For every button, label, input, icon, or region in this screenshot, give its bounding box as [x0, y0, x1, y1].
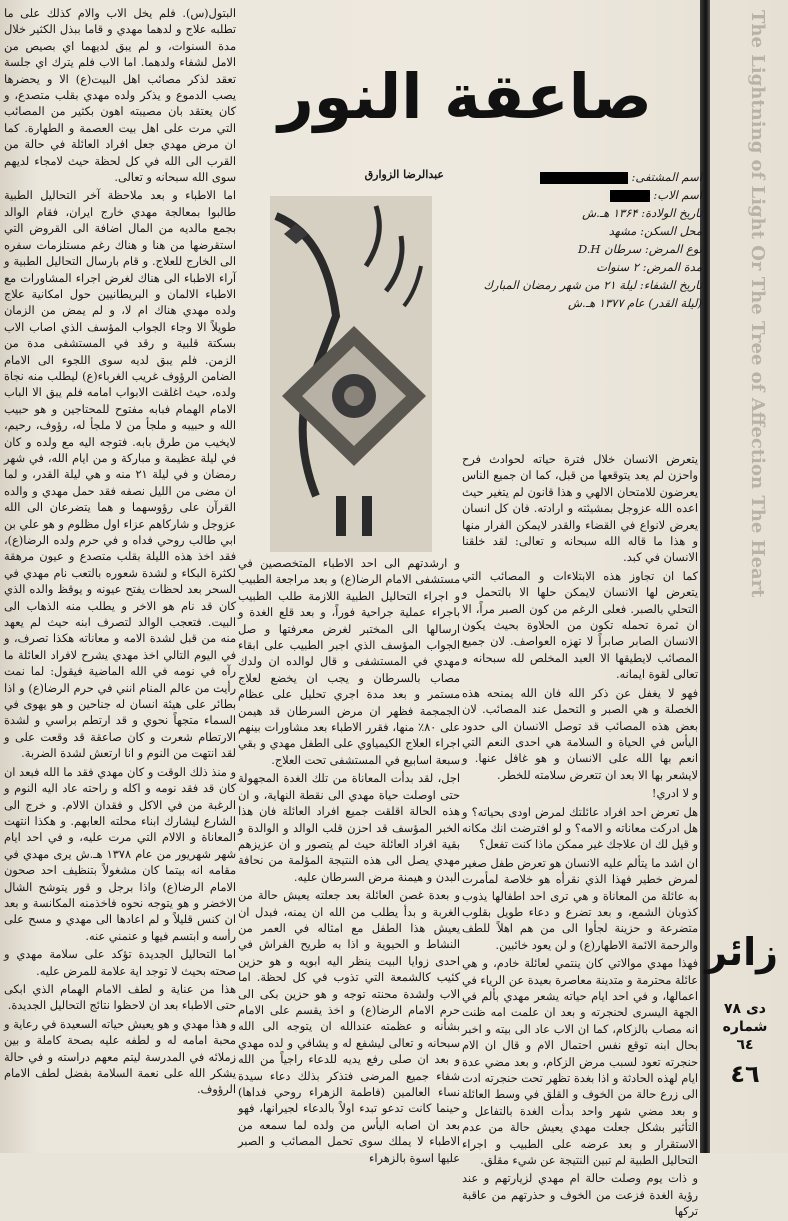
- info-cure-date: تاريخ الشفاء: ليلة ۲۱ من شهر رمضان المبارك: [483, 278, 702, 292]
- info-name-row: [456, 168, 702, 186]
- magazine-brand: زائر: [705, 930, 778, 974]
- paragraph: يتعرض الانسان خلال فترة حياته لحوادث فرح واحزن لم يعد يتوقعها من قبل، كما ان جميع الناس يعرضون للامتحان الالهي و هذا قانون لم يتغير حيث اعده الله عزوجل بمشيئته و ارادته. فان كل انسان يعرض لانواع في القضاء والقدر لايمكن الفرار منها و هذا ما قاله الله سبحانه و تعالى: لقد خلقنا الانسان في كبد.: [462, 453, 698, 565]
- article-author: عبدالرضا الزوارق: [364, 168, 444, 181]
- paragraph: ان اشد ما يتألم عليه الانسان هو تعرض طفل صغير لمرض خطير فهذا الذي نقرأه هو خلاصة لمأمرت به عائلة من المعاناة و هي ترى احد اطفالها يذوب كذوبان الشمع، و بعد تضرع و دعاء طويل بقلوب متضرعة و حزينة لجأوا الى من هم اهلاً للطف والرحمة الائمة الاطهار(ع) و لن يعود خائبين.: [462, 856, 698, 952]
- info-birth: تاریخ الولادة: ۱۳۶۴ هـ.ش: [582, 206, 702, 220]
- issue-month: دی ۷۸: [724, 1001, 766, 1017]
- info-father-row: [456, 186, 702, 204]
- bleed-through-text: The Lightning of Light Or The Tree of Affection The Heart: [747, 10, 768, 598]
- paragraph: فهو لا يغفل عن ذكر الله فان الله يمنحه هذه الخصلة و هي الصبر و التحمل عند المصائب. لان بعض هذه المصائب قد توصل الانسان الى حدود اليأس في الحياة و السلامة هي احدى النعم التي انعم بها الله على الانسان و هو غافل عنها. و لايشعر بها الا بعد ان تتعرض سلامته للخطر.: [462, 686, 698, 782]
- info-name-label: اسم المشتفى:: [631, 170, 702, 184]
- paragraph: و هذا مهدي و هو يعيش حياته السعيدة في رعاية و محبة امامه له و لطفه عليه بصحة كاملة و بين زملائه في المدرسة ليتم معهم دراسته و في حالة يشكر الله على نعمة السلامة بفضل لطف الامام الرؤوف.: [4, 1017, 236, 1097]
- paragraph: و بعدة غصن العائلة بعد جعلته يعيش حالة من الغربة و بدأ يطلب من الله ان يمنه، فبدل ان يعيش هذا الطفل مع امثاله في العمر من النشاط و الحيوية و اذا به طريح الفراش في احدى زوايا البيت ينظر اليه ابويه و هو حزين كئيب كالشمعة التي تذوب في كل لحظة. اما الاب ولشدة محنته توجه و هو حزين بكى الى حرم الامام الرضا(ع) و اخذ يقسم على الامام بشأنه و عظمته عندالله ان يتوجه الى الله سبحانه و تعالى ليشفع له و يشافي و لده مهدي و بعد ان صلى رفع يديه للدعاء راجياً من الله شفاء جميع المرضى فتذكر بذلك دعاء سيدة نساء العالمين (فاطمة الزهراء روحي فداها) حينما كانت تدعو تبدء اولاً بالدعاء لجيرانها، فهو بعد ان اصابه اليأس من ولده لما سمعه من الاطباء لا يملك سوى تحمل المصائب و الصبر عليها اسوة بالزهراء: [238, 889, 460, 1165]
- paragraph: هذا من عناية و لطف الامام الهمام الذي ابكى حتى الاطباء بعد ان لاحظوا نتائج التحاليل الجديدة.: [4, 982, 236, 1013]
- info-duration: مدة المرض: ۲ سنوات: [596, 260, 702, 274]
- paragraph: فهذا مهدي موالاتي كان ينتمي لعائلة خادم، و هي عائلة محترمة و متدينة معاصرة بعيدة عن الرياء في اعمالها، و في احد ايام حياته يشعر مهدي بألم في الجهة اليسرى لحنجرته و بعد ان علمت امه ظنت انه مصاب بالزكام، كما ان الاب عاد الى بيته و اخبر بحال ابنه توقع نفس احتمال الام و قال ان الام حنجرته تعود لسبب مرض الزكام، و بعد مضي عدة ايام لهذه الحادثة و اذا بغدة تظهر تحت حنجرته ادت الى زرع حالة من الخوف و القلق في وسط العائلة و بعد مضي شهر واحد بدأت الغدة بالتفاعل و التأثير بشكل جعلت مهدي يعيش حالة من عدم الاستقرار و بعد عرضه على الطبيب و اجراء التحاليل الطبية لم تبين النتيجة عن شيء مقلق.: [462, 957, 698, 1168]
- info-disease: نوع المرض: سرطان D.H: [577, 242, 702, 256]
- tassel-left: [336, 496, 346, 536]
- column-middle: [238, 556, 460, 1165]
- info-father-label: اسم الاب:: [653, 188, 702, 202]
- issue-number: شماره ٦٤: [722, 1019, 768, 1053]
- page-number: ٤٦: [730, 1060, 760, 1088]
- redaction-bar: [540, 172, 628, 184]
- paragraph: هل تعرض احد افراد عائلتك لمرض اودى بحياته؟ و هل ادركت معاناته و الامه؟ و لو افترضت انك مكانه و قيل لك ان علاجك غير ممكن ماذا كنت تفعل؟: [462, 805, 698, 852]
- patient-info-block: [456, 168, 702, 312]
- issue-info: [712, 1000, 778, 1054]
- paragraph: اجل، لقد بدأت المعاناة من تلك الغدة المجهولة حتى اوصلت حياة مهدي الى نقطة النهاية، و ان هذه الحالة اقلقت جميع افراد العائلة فان هذا الخبر المؤسف قد احزن قلب الوالد و الوالدة و بقية افراد العائلة حيث لم يتصور و ان عزيزهم مهدي يصل الى هذه النتيجة المؤلمة من نحافة البدن و هيمنة مرض السرطان عليه.: [238, 772, 460, 884]
- column-left: [4, 6, 236, 1146]
- tassel-right: [362, 496, 372, 536]
- article-title: صاعقة النور: [278, 60, 652, 133]
- bleed-through-strip: [712, 0, 778, 598]
- paragraph: و منذ ذلك الوقت و كان مهدي فقد ما الله فبعد ان كان قد فقد نومه و اكله و راحته عاد اليه النوم و الرغبة من في الاكل و فقدان الالام. و خرج الى الشارع ليشارك ابناء محلته العابهم. و هكذا انتهت المعاناة و الالام التي مرت عليه، و في احد ايام شهر شهريور من عام ۱۳۷۸ هـ.ش يرى مهدي في مقامه انه بيتما كان مشغولاً بتنظيف احد صحون الامام الرضا(ع) واذا برجل و قور يتوشح الشال الاخضر و هو يتوجه نحوه فاخذمنه المكانسة و بعد ان كنس قليلاً و لم اعادها الى مهدي و مسح على رأسه و ابتسم فيها و عنمني عنه.: [4, 765, 236, 943]
- paragraph: البتول(س). فلم يخل الاب والام كذلك على ما تطلبه علاج و لدهما مهدي و قاما ببذل الكثير خلال مدة السنوات، و لم يبق لديهما اي بصيص من الامل لشفاء ولدهما. اما الاب فلم يترك اي جلسة تعقد لذكر مصائب اهل البيت(ع) الا و يحضرها يصب الدموع و يذكر ولده مهدي بقلب متصدع، و كان يعتقد بان مصيبته اهون بكثير من المصائب التي مرت على اهل بيت العصمة و الطهارة. كما ان مرض مهدي جعل افراد العائلة في حالة من القرب الى الله في كل لحظة حيث لامجاء لديهم سوى الله سبحانه و تعالى.: [4, 7, 236, 185]
- paragraph: اما التحاليل الجديدة تؤكد على سلامة مهدي و صحته بحيث لا توجد اية علامة للمرض عليه.: [4, 948, 236, 978]
- ornament-core: [344, 386, 364, 406]
- paragraph: كما ان تجاوز هذه الابتلاءات و المصائب التي يتعرض لها الانسان لايمكن حلها الا بالتحمل و التحلي بالصبر. فعلى الرغم من كون الصبر مراً، الا ان ثمرة تحمله تكون من الحلاوة بحيث يكون الانسان الصابر صابراً لا تهزه العواصف. لان جميع المصائب لايطيقها الا العبد المخلص لله سبحانه و تعالى لقوة ايمانه.: [462, 569, 698, 682]
- paragraph: و ارشدتهم الى احد الاطباء المتخصصين في مستشفى الامام الرضا(ع) و بعد مراجعة الطبيب و اجراء التحاليل الطبية اللازمة طلب الطبيب باجراء عملية جراحية فوراً، و بعد قلع الغدة و ارسالها الى المختبر لغرض معرفتها و صل الجواب المؤسف الذي اجبر الطبيب على ابقاء مهدي في المستشفى و قال لوالده ان ولدك مصاب بالسرطان و يجب ان يخضع لعلاج مستمر و بعد مدة اجري تحليل على عظام الجمجمة فظهر ان مرض السرطان قد هيمن على ٨٠٪ منها، فقرر الاطباء بعد مشاورات بينهم اجراء العلاج الكيمياوي على الطفل مهدي و بقي سبعة اسابيع في المستشفى تحت العلاج.: [238, 557, 460, 767]
- column-right: [462, 452, 698, 1219]
- paragraph: و لا ادري!: [651, 787, 698, 801]
- info-cure-date-2: (ليلة القدر) عام ۱۳۷۷ هـ.ش: [568, 296, 702, 310]
- illustration: [266, 196, 436, 556]
- info-residence: محل السكن: مشهد: [608, 224, 702, 238]
- paragraph: اما الاطباء و بعد ملاحظة آخر التحاليل الطبية طالبوا بمعالجة مهدي خارج ايران، فقام الوالد بجمع مالديه من المال اضافة الى القروض التي استقرضها من هنا و هناك رغم مستلزمات سفره الى الخارج للعلاج. و قام بارسال التحاليل الطبية و آراء الاطباء الى هناك لغرض اجراء المشاورات مع الاطباء الالمان و البريطانيين حول امكانية علاج ولده مهدي هناك ام لا، و لم يمض من الزمان طويلاً الا وجاء الجواب المؤسف الذي اصاب الاب بسكتة قلبية و رقد في المستشفى مدة من الزمن. فلم يبق لديه سوى اللجوء الى الامام الضامن الرؤوف غريب الغرباء(ع) ليطلب منه نجاة ولده، حيث اغلقت الابواب امامه فلم يبق الا الباب الامام الهمام فبابه مفتوح للمحتاجين و هو حبيب الله و حبيبه و ملجأ من لا ملجأ له، رؤوف، رحيم، لايخيب من طرق بابه. فتوجه اليه مع ولده و كان في ليلة عظيمة و مباركة و من ايام الله، في شهر رمضان و في ليلة ۲۱ منه و هي ليلة القدر، و لما ان مضى من الليل نصفه فقد حمل مهدي و والده القرآن على رؤوسهما و هما يتضرعان الى الله عزوجل و شاركاهم عزاء اول مظلوم و هو علي بن ابي طالب روحي فداه و في حرم ولده الرضا(ع)، فقد اخذ هذه الليلة بقلب متصدع و عيون مرهقة لكثرة البكاء و لشدة شعوره بالتعب نام مهدي في السحر بعد لحظات يفتح عيونه و يوقظ والده الذي كان قد نام هو الاخر و يطلب منه الذهاب الى البيت. فتعجب الوالد لتصرف ابنه حيث لم يعهد منه من قبل لشدة الامه و معاناته هكذا تصرف، و في اليوم التالي اخذ مهدي يشرح لافراد العائلة ما رآه في نومه في الله الماضية فيقول: لما نمت رأيت من عالم المنام انني في حرم الرضا(ع) و اذا بطائر على هيئة انسان له جناحين و هو يهوى في السماء متجهاً نحوي و قد ارتطم براسي و لشدة الارتطام شعرت و كان صاعقة قد وقعت على و لقد انتهت من النوم و انا ارتعش لشدة الضربة.: [4, 189, 237, 761]
- redaction-bar: [610, 190, 650, 202]
- paragraph: و ذات يوم وصلت حالة ام مهدي لزيارتهم و عند رؤية الغدة فزعت من الخوف و حذرتهم من عاقبة تركها: [462, 1172, 698, 1219]
